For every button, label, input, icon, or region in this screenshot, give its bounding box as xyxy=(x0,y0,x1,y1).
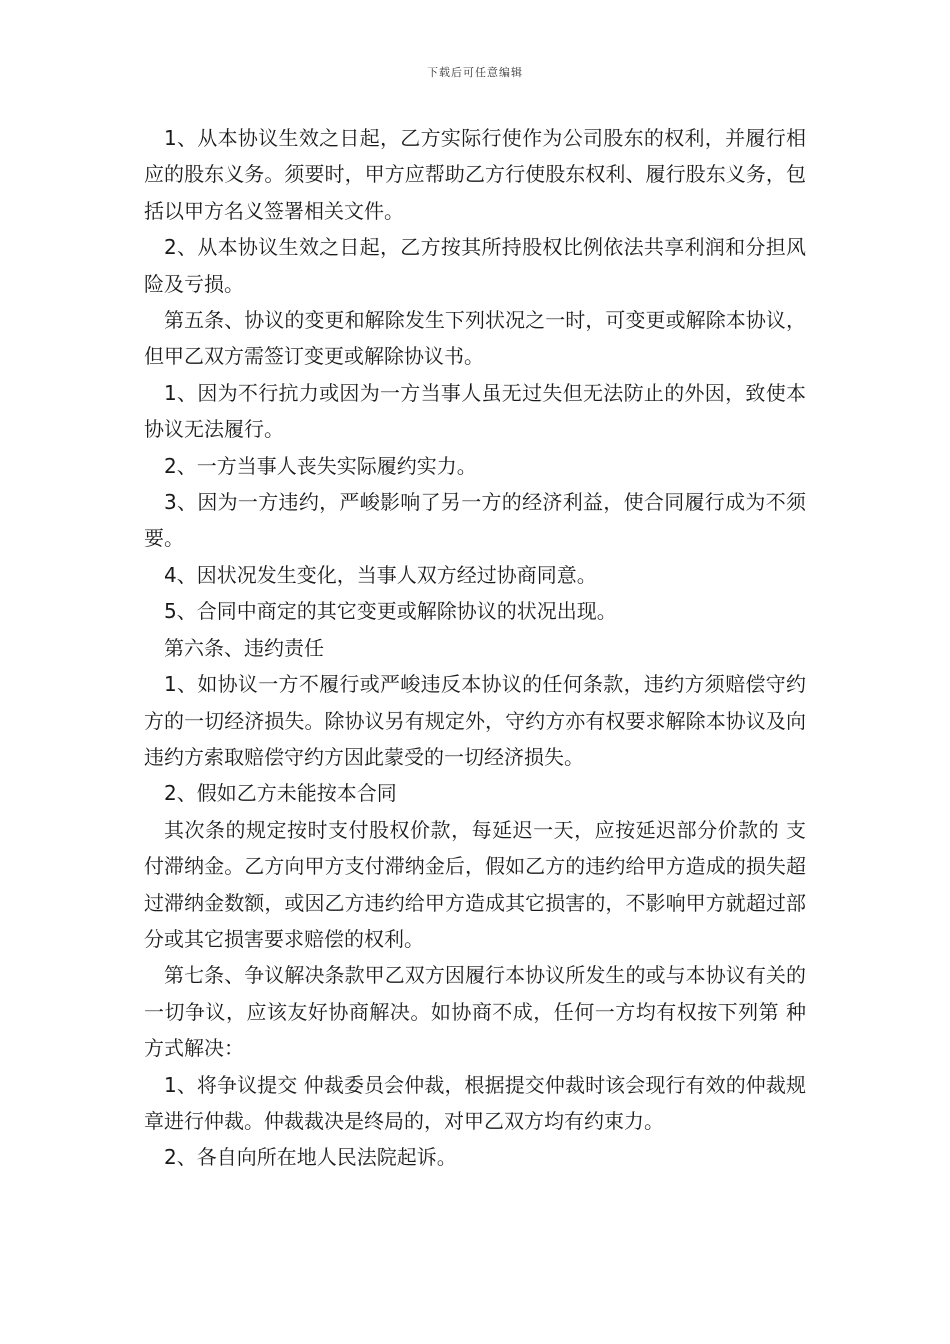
paragraph-6: 3、因为一方违约，严峻影响了另一方的经济利益，使合同履行成为不须要。 xyxy=(144,490,806,551)
paragraph-article-6: 第六条、违约责任 xyxy=(164,635,324,660)
paragraph-11: 2、假如乙方未能按本合同 xyxy=(164,781,397,806)
paragraph-article-5: 第五条、协议的变更和解除发生下列状况之一时，可变更或解除本协议，但甲乙双方需签订变更或解除协议书。 xyxy=(144,308,806,369)
paragraph-15: 2、各自向所在地人民法院起诉。 xyxy=(164,1145,457,1170)
paragraph-1: 1、从本协议生效之日起，乙方实际行使作为公司股东的权利，并履行相应的股东义务。须要时，甲方应帮助乙方行使股东权利、履行股东义务，包括以甲方名义签署相关文件。 xyxy=(144,126,806,223)
paragraph-2: 2、从本协议生效之日起，乙方按其所持股权比例依法共享利润和分担风险及亏损。 xyxy=(144,235,806,296)
paragraph-article-7: 第七条、争议解决条款甲乙双方因履行本协议所发生的或与本协议有关的一切争议，应该友好协商解决。如协商不成，任何一方均有权按下列第 种方式解决： xyxy=(144,963,806,1061)
paragraph-8: 5、合同中商定的其它变更或解除协议的状况出现。 xyxy=(164,599,617,624)
page-header-note: 下载后可任意编辑 xyxy=(427,66,523,79)
paragraph-10: 1、如协议一方不履行或严峻违反本协议的任何条款，违约方须赔偿守约方的一切经济损失。除协议另有规定外，守约方亦有权要求解除本协议及向违约方索取赔偿守约方因此蒙受的一切经济损失。 xyxy=(144,672,806,769)
document-body xyxy=(144,120,806,1176)
paragraph-14: 1、将争议提交 仲裁委员会仲裁，根据提交仲裁时该会现行有效的仲裁规章进行仲裁。仲裁裁决是终局的，对甲乙双方均有约束力。 xyxy=(144,1072,806,1133)
paragraph-4: 1、因为不行抗力或因为一方当事人虽无过失但无法防止的外因，致使本协议无法履行。 xyxy=(144,380,806,442)
paragraph-5: 2、一方当事人丧失实际履约实力。 xyxy=(164,453,477,478)
paragraph-12: 其次条的规定按时支付股权价款，每延迟一天，应按延迟部分价款的 支付滞纳金。乙方向甲方支付滞纳金后，假如乙方的违约给甲方造成的损失超过滞纳金数额，或因乙方违约给甲方造成其它损害的，不影响甲方就超过部分或其它损害要求赔偿的权利。 xyxy=(144,817,806,951)
paragraph-7: 4、因状况发生变化，当事人双方经过协商同意。 xyxy=(164,562,597,587)
